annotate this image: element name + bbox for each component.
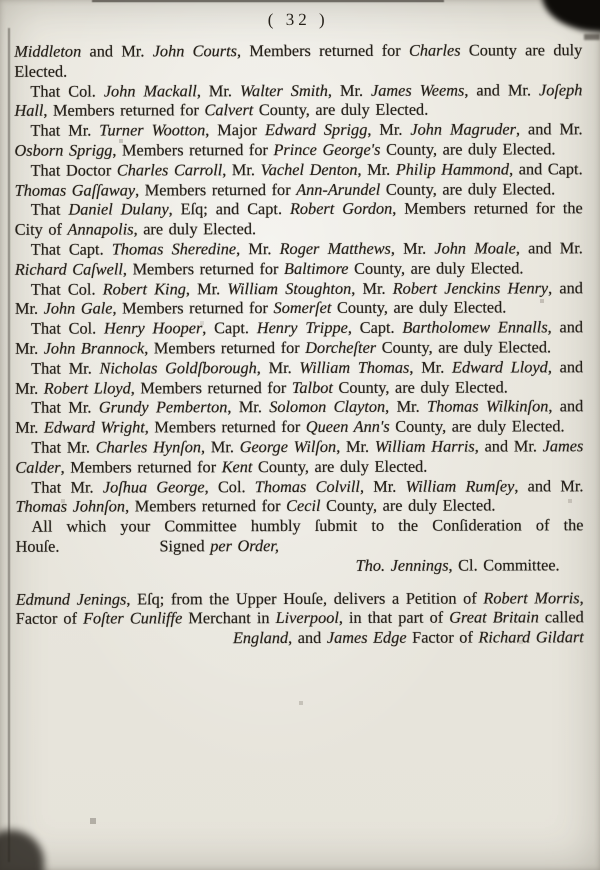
- para-queen-anns-county: [15, 397, 583, 438]
- text-run: , Members returned for: [144, 337, 306, 358]
- text-run: , and Mr.: [474, 436, 543, 456]
- text-run: That: [30, 199, 69, 220]
- proper-name: Joſhua George: [102, 476, 205, 497]
- proper-name: Thomas Colvill: [254, 476, 360, 496]
- proper-name: Charles Hynſon: [95, 437, 202, 457]
- text-run: County, are duly Elected.: [376, 337, 552, 357]
- proper-name: Baltimore: [283, 258, 349, 278]
- proper-name: Solomon Clayton: [269, 397, 386, 417]
- text-run: , Members returned for the City of: [14, 198, 583, 239]
- text-run: , and Mr.: [515, 119, 583, 139]
- text-run: , Capt.: [347, 317, 403, 338]
- proper-name: Edward Sprigg: [264, 120, 368, 140]
- page-body: [14, 40, 584, 648]
- proper-name: John Mackall: [103, 80, 197, 101]
- proper-name: Calvert: [204, 100, 254, 120]
- proper-name: James Calder: [15, 436, 584, 477]
- proper-name: Vachel Denton: [260, 159, 358, 179]
- text-run: County, are duly Elected.: [389, 416, 565, 436]
- text-run: Merchant in: [182, 608, 276, 628]
- text-run: , Mr.: [327, 80, 372, 100]
- text-run: , and Mr.: [514, 475, 584, 495]
- text-run: , Mr.: [256, 357, 300, 377]
- proper-name: Robert Lloyd: [43, 377, 131, 398]
- scan-edge-line-top: [92, 0, 444, 2]
- proper-name: William Thomas: [299, 357, 410, 377]
- proper-name: Prince George's: [273, 139, 381, 160]
- text-run: , Mr.: [385, 397, 428, 417]
- text-run: , Members returned for: [125, 496, 287, 516]
- proper-name: Annapolis: [67, 219, 134, 239]
- proper-name: John Brannock: [43, 338, 145, 358]
- proper-name: Walter Smith: [239, 80, 328, 100]
- text-run: , Mr.: [357, 159, 396, 179]
- para-city-of-annapolis: [15, 199, 583, 240]
- page-text: [14, 7, 584, 648]
- para-charles-county: [14, 40, 582, 81]
- text-run: , Members returned for: [144, 417, 306, 437]
- proper-name: Edward Wright: [43, 417, 145, 437]
- text-run: County, are duly Elected.: [380, 139, 556, 159]
- text-run: , Major: [205, 120, 266, 140]
- proper-name: Osborn Sprigg: [14, 140, 113, 160]
- proper-name: James Weems: [371, 80, 465, 100]
- proper-name: John Magruder: [410, 119, 517, 139]
- text-run: , Col.: [204, 476, 255, 496]
- text-run: and Mr.: [81, 41, 153, 61]
- ink-blotch-bottom-left: [0, 830, 44, 870]
- proper-name: Thomas Johnſon: [15, 496, 126, 517]
- para-prince-georges-county: [14, 119, 582, 160]
- signature-line: [16, 555, 584, 576]
- text-run: , Mr.: [336, 436, 375, 456]
- proper-name: John Courts: [152, 41, 238, 61]
- proper-name: Great Britain: [449, 607, 539, 627]
- proper-name: Cecil: [286, 496, 321, 516]
- text-run: , Mr.: [200, 437, 240, 457]
- proper-name: William Harris: [374, 436, 475, 456]
- text-run: , Mr.: [236, 239, 280, 259]
- proper-name: Richard Caſwell: [14, 259, 123, 279]
- text-run: , Mr.: [367, 119, 411, 140]
- text-run: , Capt.: [202, 318, 257, 338]
- para-baltimore-county: [15, 238, 583, 279]
- smudge-right-edge: [584, 34, 600, 40]
- text-run: Factor of: [406, 627, 479, 647]
- para-talbot-county: [15, 357, 583, 398]
- proper-name: Turner Wootton: [99, 120, 206, 140]
- proper-name: Charles: [408, 40, 461, 60]
- proper-name: Philip Hammond: [395, 159, 510, 179]
- proper-name: Robert King: [102, 278, 186, 299]
- proper-name: Kent: [221, 456, 253, 476]
- text-run: That Mr.: [30, 120, 100, 140]
- text-run: , Factor of: [15, 587, 584, 629]
- text-run: , Members returned for: [130, 377, 292, 397]
- text-run: , Mr.: [227, 397, 270, 417]
- scan-edge-line-left: [8, 28, 10, 862]
- proper-name: Somerſet: [273, 298, 332, 318]
- proper-name: Charles Carroll: [116, 159, 223, 180]
- proper-name: Edward Lloyd: [451, 357, 548, 377]
- text-run: , Mr.: [351, 278, 393, 298]
- text-run: , and Mr.: [15, 317, 584, 358]
- text-run: That Mr.: [31, 477, 103, 497]
- para-ann-arundel-county: [15, 159, 583, 200]
- text-run: County, are duly Elected.: [252, 456, 428, 476]
- text-run: , Members returned for: [112, 298, 274, 318]
- text-run: , Members returned for: [112, 140, 274, 160]
- text-run: , Members returned for: [135, 179, 297, 200]
- proper-name: Liverpool: [275, 608, 339, 628]
- proper-name: Bartholomew Ennalls: [402, 317, 548, 337]
- text-run: County, are duly Elected.: [253, 100, 429, 120]
- proper-name: Joſeph Hall: [14, 79, 583, 121]
- text-run: That Col.: [30, 81, 104, 101]
- proper-name: Daniel Dulany: [68, 199, 169, 219]
- text-run: , Members returned for: [43, 100, 205, 121]
- proper-name: Edmund Jenings: [15, 588, 127, 609]
- text-run: County, are duly Elected.: [380, 178, 556, 199]
- proper-name: John Moale: [434, 238, 516, 258]
- text-run: , Cl. Committee.: [448, 555, 560, 575]
- proper-name: Thomas Wilkinſon: [426, 396, 549, 417]
- text-run: That Col.: [30, 318, 105, 338]
- text-run: , Mr.: [390, 238, 435, 258]
- text-run: County, are duly Elected.: [331, 297, 507, 318]
- text-run: County are duly Elected.: [14, 40, 583, 81]
- proper-name: Queen Ann's: [305, 416, 390, 437]
- text-run: County, are duly Elected.: [332, 377, 508, 397]
- text-run: , Members returned for: [236, 40, 410, 61]
- text-run: , Mr.: [359, 476, 406, 496]
- proper-name: William Stoughton: [227, 278, 352, 298]
- proper-name: Ann-Arundel: [296, 179, 381, 199]
- text-run: called: [538, 607, 584, 627]
- text-run: , and Mr.: [464, 79, 540, 100]
- text-run: That Col.: [30, 279, 103, 299]
- para-kent-county: [15, 436, 583, 477]
- para-cecil-county: [15, 476, 583, 517]
- text-run: , Mr.: [409, 357, 453, 377]
- text-run: That Doctor: [30, 160, 117, 180]
- text-run: County, are duly Elected.: [348, 258, 524, 278]
- text-run: , Mr.: [222, 159, 261, 179]
- proper-name: Robert Morris: [483, 587, 580, 608]
- proper-name: Robert Gordon: [289, 199, 393, 219]
- text-run: , and Mr.: [15, 357, 584, 398]
- text-run: That Mr.: [31, 437, 96, 457]
- proper-name: Grundy Pemberton: [98, 397, 228, 417]
- proper-name: England: [232, 628, 289, 648]
- text-run: , Members returned for: [122, 258, 285, 279]
- text-run: That Capt.: [30, 239, 112, 259]
- text-run: , Mr.: [196, 80, 240, 100]
- text-run: , and Capt.: [509, 159, 583, 179]
- para-petition: [16, 588, 584, 649]
- para-calvert-county: [14, 80, 582, 121]
- page-number: ( 32 ): [267, 9, 329, 30]
- proper-name: Foſter Cunliffe: [83, 608, 183, 628]
- proper-name: Robert Jenckins Henry: [392, 277, 549, 298]
- text-run: That Mr.: [31, 397, 99, 418]
- text-run: All which your Committee humbly ſubmit to the Conſideration of the Houſe.: [15, 515, 584, 556]
- text-run: , Mr.: [185, 278, 228, 298]
- proper-name: Nicholas Goldſborough: [99, 357, 257, 378]
- text-run: , are duly Elected.: [133, 219, 257, 239]
- proper-name: John Gale: [43, 298, 113, 319]
- proper-name: Henry Trippe: [256, 318, 348, 338]
- para-dorchester-county: [15, 317, 583, 358]
- text-run: , and: [288, 628, 327, 648]
- text-run: , and Mr.: [15, 396, 584, 437]
- proper-name: James Edge: [326, 627, 407, 648]
- text-run: County, are duly Elected.: [320, 495, 496, 516]
- para-somerset-county: [15, 278, 583, 319]
- proper-name: per Order,: [210, 535, 280, 556]
- text-run: , Members returned for: [60, 456, 222, 477]
- proper-name: Thomas Sheredine: [111, 239, 237, 259]
- proper-name: Thomas Gaſſaway: [14, 180, 136, 200]
- proper-name: Henry Hooper: [104, 318, 203, 338]
- text-run: , in that part of: [338, 607, 450, 628]
- proper-name: Roger Matthews: [279, 238, 391, 259]
- text-run: That Mr.: [31, 358, 100, 378]
- text-run: , Eſq; and Capt.: [168, 199, 290, 219]
- text-run: Signed: [159, 536, 211, 556]
- proper-name: George Wilſon: [239, 436, 337, 457]
- para-committee-submission: [15, 515, 583, 556]
- proper-name: Dorcheſter: [305, 337, 377, 357]
- paper-specks: [0, 0, 2, 2]
- proper-name: William Rumſey: [405, 475, 515, 496]
- proper-name: Tho. Jennings: [355, 555, 449, 575]
- text-run: , Eſq; from the Upper Houſe, delivers a Petition of: [126, 588, 484, 608]
- proper-name: Richard Gildart: [478, 627, 584, 647]
- text-run: , and Mr.: [14, 277, 583, 319]
- proper-name: Middleton: [14, 41, 82, 61]
- text-run: , and Mr.: [515, 238, 583, 258]
- proper-name: Talbot: [291, 377, 333, 397]
